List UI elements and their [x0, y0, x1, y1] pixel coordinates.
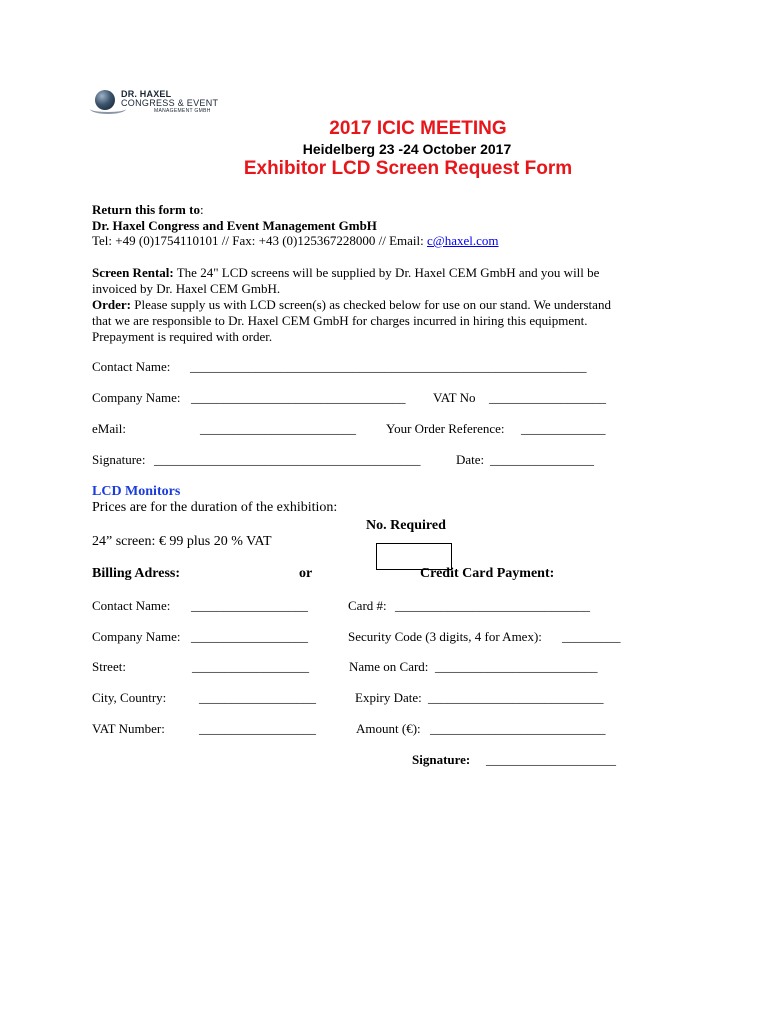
name-on-card-label: Name on Card:	[349, 659, 429, 674]
company-name-label: Company Name:	[92, 390, 181, 405]
prices-note: Prices are for the duration of the exhibition:	[92, 500, 338, 515]
billing-vat-number-field[interactable]: __________________	[199, 721, 316, 736]
date-label: Date:	[456, 452, 485, 467]
order-line-1	[92, 297, 611, 313]
billing-company-name-field[interactable]: __________________	[191, 629, 308, 644]
no-required-label: No. Required	[366, 518, 446, 533]
expiry-date-label: Expiry Date:	[355, 690, 422, 705]
rental-label: Screen Rental:	[92, 265, 174, 280]
email-link[interactable]: c@haxel.com	[427, 233, 499, 248]
billing-city-country-label: City, Country:	[92, 690, 167, 705]
billing-street-field[interactable]: __________________	[192, 659, 309, 674]
card-number-field[interactable]: ______________________________	[395, 598, 590, 613]
signature-label: Signature:	[92, 452, 146, 467]
return-label: Return this form to	[92, 202, 200, 217]
credit-card-heading: Credit Card Payment:	[420, 566, 555, 581]
rental-text-1: The 24" LCD screens will be supplied by Dr. Haxel CEM GmbH and you will be	[173, 265, 600, 280]
contact-name-field[interactable]: _____________________________________________________________	[190, 359, 587, 374]
form-title: Exhibitor LCD Screen Request Form	[243, 158, 573, 179]
contact-name-label: Contact Name:	[92, 359, 171, 374]
billing-contact-name-label: Contact Name:	[92, 598, 171, 613]
meeting-subtitle: Heidelberg 23 -24 October 2017	[302, 141, 512, 157]
return-contact-prefix: Tel: +49 (0)1754110101 // Fax: +43 (0)125367228000 // Email:	[92, 233, 427, 248]
card-signature-field[interactable]: ____________________	[486, 752, 616, 767]
logo-line-2: CONGRESS & EVENT	[121, 98, 219, 108]
billing-heading: Billing Adress:	[92, 566, 181, 581]
company-name-field[interactable]: _________________________________	[191, 390, 406, 405]
meeting-title: 2017 ICIC MEETING	[329, 118, 507, 139]
screen-price-item: 24” screen: € 99 plus 20 % VAT	[92, 534, 272, 549]
card-signature-label: Signature:	[412, 752, 471, 767]
or-label: or	[299, 566, 313, 581]
amount-field[interactable]: ___________________________	[430, 721, 606, 736]
order-reference-label: Your Order Reference:	[386, 421, 505, 436]
order-label: Order:	[92, 297, 131, 312]
expiry-date-field[interactable]: ___________________________	[428, 690, 604, 705]
logo-line-1: DR. HAXEL	[121, 89, 172, 99]
date-field[interactable]: ________________	[490, 452, 594, 467]
order-reference-field[interactable]: _____________	[521, 421, 606, 436]
billing-city-country-field[interactable]: __________________	[199, 690, 316, 705]
email-label: eMail:	[92, 421, 126, 436]
rental-line-2: invoiced by Dr. Haxel CEM GmbH.	[92, 281, 281, 296]
billing-contact-name-field[interactable]: __________________	[191, 598, 308, 613]
lcd-monitors-heading: LCD Monitors	[92, 484, 181, 499]
email-field[interactable]: ________________________	[200, 421, 356, 436]
company-logo	[90, 86, 230, 120]
vat-no-label: VAT No	[433, 390, 476, 405]
return-colon: :	[199, 202, 204, 217]
amount-label: Amount (€):	[356, 721, 421, 736]
name-on-card-field[interactable]: _________________________	[435, 659, 598, 674]
return-contact-line	[92, 233, 499, 249]
card-number-label: Card #:	[348, 598, 387, 613]
signature-field[interactable]: _________________________________________	[154, 452, 421, 467]
logo-line-3: MANAGEMENT GMBH	[154, 108, 211, 114]
rental-line-1	[92, 265, 599, 281]
vat-no-field[interactable]: __________________	[489, 390, 606, 405]
return-company: Dr. Haxel Congress and Event Management GmbH	[92, 218, 377, 233]
order-line-3: Prepayment is required with order.	[92, 329, 273, 344]
security-code-label: Security Code (3 digits, 4 for Amex):	[348, 629, 542, 644]
security-code-field[interactable]: _________	[562, 629, 621, 644]
billing-company-name-label: Company Name:	[92, 629, 181, 644]
billing-street-label: Street:	[92, 659, 126, 674]
order-line-2: that we are responsible to Dr. Haxel CEM GmbH for charges incurred in hiring this equipment.	[92, 313, 588, 328]
return-label-line	[92, 202, 204, 218]
billing-vat-number-label: VAT Number:	[92, 721, 165, 736]
globe-icon	[95, 90, 115, 110]
order-text-1: Please supply us with LCD screen(s) as checked below for use on our stand. We understand	[130, 297, 611, 312]
